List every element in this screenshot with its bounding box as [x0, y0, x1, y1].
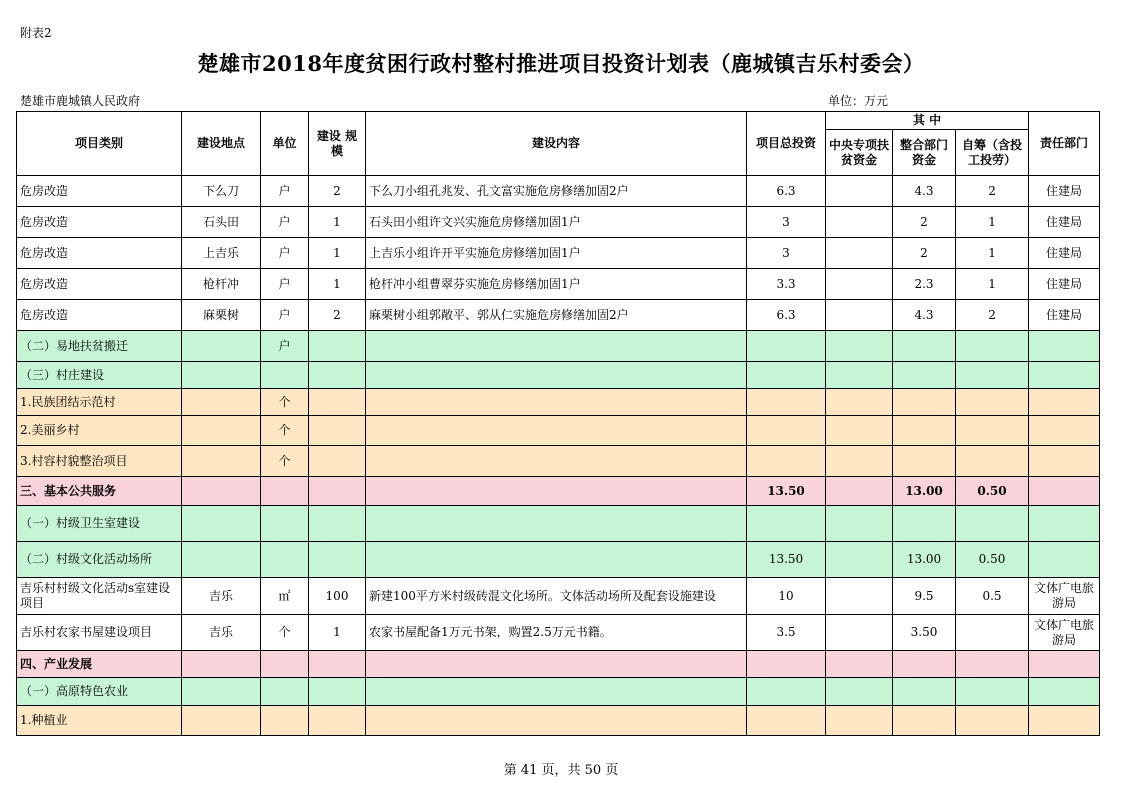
- cell-central: [826, 506, 893, 542]
- cell-category: 1.民族团结示范村: [17, 389, 182, 416]
- cell-integrated: [893, 389, 956, 416]
- cell-central: [826, 651, 893, 678]
- cell-category: （一）高原特色农业: [17, 678, 182, 706]
- cell-central: [826, 615, 893, 651]
- table-row: [17, 176, 1100, 207]
- cell-category: （一）村级卫生室建设: [17, 506, 182, 542]
- cell-integrated: 4.3: [893, 176, 956, 207]
- cell-central: [826, 477, 893, 506]
- table-row: [17, 416, 1100, 446]
- cell-unit: ㎡: [261, 578, 309, 615]
- cell-scale: 2: [309, 176, 366, 207]
- cell-unit: 户: [261, 269, 309, 300]
- cell-self: [956, 678, 1029, 706]
- cell-total: [747, 446, 826, 477]
- cell-category: 2.美丽乡村: [17, 416, 182, 446]
- cell-location: [182, 706, 261, 736]
- cell-unit: 个: [261, 416, 309, 446]
- cell-total: 6.3: [747, 300, 826, 331]
- cell-total: 10: [747, 578, 826, 615]
- cell-self: 1: [956, 238, 1029, 269]
- header-unit: 单位: [261, 112, 309, 176]
- cell-dept: [1029, 542, 1100, 578]
- investment-plan-table: [16, 111, 1100, 736]
- cell-integrated: [893, 446, 956, 477]
- cell-location: [182, 542, 261, 578]
- cell-location: [182, 331, 261, 362]
- cell-category: 危房改造: [17, 300, 182, 331]
- cell-integrated: [893, 362, 956, 389]
- page-footer: 第 41 页，共 50 页: [503, 763, 619, 778]
- cell-scale: [309, 416, 366, 446]
- cell-category: （三）村庄建设: [17, 362, 182, 389]
- cell-unit: [261, 542, 309, 578]
- cell-total: 3.3: [747, 269, 826, 300]
- cell-unit: [261, 362, 309, 389]
- cell-scale: [309, 651, 366, 678]
- cell-central: [826, 207, 893, 238]
- cell-central: [826, 269, 893, 300]
- cell-scale: [309, 477, 366, 506]
- cell-content: 新建100平方米村级砖混文化场所。文体活动场所及配套设施建设: [366, 578, 747, 615]
- header-self: 自筹（含投工投劳）: [956, 130, 1029, 176]
- cell-dept: [1029, 477, 1100, 506]
- cell-location: 下么刀: [182, 176, 261, 207]
- cell-central: [826, 446, 893, 477]
- cell-central: [826, 176, 893, 207]
- cell-content: [366, 651, 747, 678]
- table-row: [17, 578, 1100, 615]
- cell-content: [366, 362, 747, 389]
- cell-dept: [1029, 362, 1100, 389]
- table-row: [17, 389, 1100, 416]
- header-dept: 责任部门: [1029, 112, 1100, 176]
- cell-content: [366, 706, 747, 736]
- cell-integrated: 13.00: [893, 477, 956, 506]
- cell-dept: [1029, 651, 1100, 678]
- cell-unit: 户: [261, 300, 309, 331]
- table-row: [17, 362, 1100, 389]
- header-location: 建设地点: [182, 112, 261, 176]
- annex-label: 附表2: [20, 26, 52, 40]
- cell-dept: 住建局: [1029, 269, 1100, 300]
- cell-dept: 文体广电旅游局: [1029, 578, 1100, 615]
- cell-content: [366, 542, 747, 578]
- table-row: [17, 331, 1100, 362]
- cell-content: 麻栗树小组郭敞平、郭从仁实施危房修缮加固2户: [366, 300, 747, 331]
- cell-self: [956, 651, 1029, 678]
- cell-unit: 户: [261, 176, 309, 207]
- cell-content: [366, 389, 747, 416]
- cell-scale: [309, 678, 366, 706]
- table-row: [17, 207, 1100, 238]
- cell-location: [182, 678, 261, 706]
- cell-integrated: 2: [893, 207, 956, 238]
- cell-location: 吉乐: [182, 578, 261, 615]
- cell-dept: [1029, 446, 1100, 477]
- cell-category: 危房改造: [17, 269, 182, 300]
- cell-dept: 住建局: [1029, 238, 1100, 269]
- cell-content: [366, 506, 747, 542]
- cell-central: [826, 542, 893, 578]
- cell-category: 三、基本公共服务: [17, 477, 182, 506]
- cell-location: [182, 362, 261, 389]
- cell-self: 1: [956, 269, 1029, 300]
- cell-dept: 住建局: [1029, 207, 1100, 238]
- cell-integrated: 9.5: [893, 578, 956, 615]
- cell-central: [826, 706, 893, 736]
- page-title: 楚雄市2018年度贫困行政村整村推进项目投资计划表（鹿城镇吉乐村委会）: [197, 51, 925, 76]
- cell-central: [826, 238, 893, 269]
- cell-integrated: [893, 331, 956, 362]
- cell-content: 上吉乐小组许开平实施危房修缮加固1户: [366, 238, 747, 269]
- cell-scale: 2: [309, 300, 366, 331]
- header-content: 建设内容: [366, 112, 747, 176]
- cell-central: [826, 300, 893, 331]
- cell-unit: 户: [261, 238, 309, 269]
- cell-unit: 个: [261, 446, 309, 477]
- table-row: [17, 269, 1100, 300]
- header-scale: 建设 规模: [309, 112, 366, 176]
- cell-total: [747, 331, 826, 362]
- cell-content: 下么刀小组孔兆发、孔文富实施危房修缮加固2户: [366, 176, 747, 207]
- cell-location: 麻栗树: [182, 300, 261, 331]
- cell-dept: [1029, 706, 1100, 736]
- cell-unit: [261, 678, 309, 706]
- cell-location: [182, 416, 261, 446]
- cell-total: [747, 706, 826, 736]
- cell-content: 石头田小组许文兴实施危房修缮加固1户: [366, 207, 747, 238]
- table-row: [17, 300, 1100, 331]
- cell-total: [747, 362, 826, 389]
- cell-scale: [309, 542, 366, 578]
- cell-central: [826, 678, 893, 706]
- cell-self: 0.50: [956, 542, 1029, 578]
- cell-location: [182, 651, 261, 678]
- cell-self: [956, 615, 1029, 651]
- cell-location: [182, 446, 261, 477]
- cell-self: [956, 446, 1029, 477]
- table-row: [17, 615, 1100, 651]
- table-row: [17, 446, 1100, 477]
- cell-self: [956, 362, 1029, 389]
- unit-label: 单位：万元: [828, 94, 889, 108]
- cell-unit: [261, 477, 309, 506]
- cell-total: 6.3: [747, 176, 826, 207]
- table-row: [17, 238, 1100, 269]
- cell-total: [747, 416, 826, 446]
- cell-category: 危房改造: [17, 176, 182, 207]
- cell-integrated: 4.3: [893, 300, 956, 331]
- table-row: [17, 678, 1100, 706]
- cell-content: [366, 446, 747, 477]
- cell-category: 吉乐村农家书屋建设项目: [17, 615, 182, 651]
- cell-self: [956, 389, 1029, 416]
- cell-dept: [1029, 678, 1100, 706]
- cell-total: [747, 678, 826, 706]
- cell-unit: 个: [261, 615, 309, 651]
- cell-integrated: [893, 506, 956, 542]
- cell-central: [826, 416, 893, 446]
- cell-integrated: 2.3: [893, 269, 956, 300]
- cell-integrated: 3.50: [893, 615, 956, 651]
- cell-integrated: [893, 651, 956, 678]
- cell-total: 3: [747, 207, 826, 238]
- cell-unit: [261, 706, 309, 736]
- cell-dept: 住建局: [1029, 300, 1100, 331]
- cell-category: 危房改造: [17, 207, 182, 238]
- cell-central: [826, 331, 893, 362]
- cell-location: 上吉乐: [182, 238, 261, 269]
- cell-total: 3: [747, 238, 826, 269]
- cell-location: 石头田: [182, 207, 261, 238]
- cell-self: 1: [956, 207, 1029, 238]
- cell-scale: [309, 446, 366, 477]
- cell-category: 危房改造: [17, 238, 182, 269]
- cell-total: [747, 651, 826, 678]
- cell-unit: 个: [261, 389, 309, 416]
- cell-category: 四、产业发展: [17, 651, 182, 678]
- cell-central: [826, 389, 893, 416]
- cell-self: 2: [956, 300, 1029, 331]
- cell-dept: [1029, 389, 1100, 416]
- cell-total: 3.5: [747, 615, 826, 651]
- cell-scale: [309, 362, 366, 389]
- cell-self: 0.50: [956, 477, 1029, 506]
- cell-dept: [1029, 416, 1100, 446]
- cell-self: [956, 331, 1029, 362]
- cell-content: 农家书屋配备1万元书架，购置2.5万元书籍。: [366, 615, 747, 651]
- cell-self: [956, 706, 1029, 736]
- header-central: 中央专项扶贫资金: [826, 130, 893, 176]
- cell-dept: [1029, 506, 1100, 542]
- cell-self: 2: [956, 176, 1029, 207]
- cell-location: 吉乐: [182, 615, 261, 651]
- organization-name: 楚雄市鹿城镇人民政府: [20, 94, 141, 108]
- cell-scale: [309, 389, 366, 416]
- cell-unit: 户: [261, 331, 309, 362]
- cell-integrated: 2: [893, 238, 956, 269]
- header-among: 其 中: [826, 112, 1029, 130]
- cell-category: 1.种植业: [17, 706, 182, 736]
- cell-dept: 住建局: [1029, 176, 1100, 207]
- cell-central: [826, 578, 893, 615]
- table-row: [17, 477, 1100, 506]
- cell-category: （二）易地扶贫搬迁: [17, 331, 182, 362]
- cell-unit: [261, 506, 309, 542]
- cell-category: 3.村容村貌整治项目: [17, 446, 182, 477]
- cell-scale: 1: [309, 207, 366, 238]
- table-row: [17, 506, 1100, 542]
- cell-location: [182, 506, 261, 542]
- cell-total: 13.50: [747, 542, 826, 578]
- header-total: 项目总投资: [747, 112, 826, 176]
- cell-integrated: 13.00: [893, 542, 956, 578]
- cell-scale: [309, 331, 366, 362]
- cell-unit: 户: [261, 207, 309, 238]
- cell-self: [956, 506, 1029, 542]
- cell-scale: [309, 506, 366, 542]
- header-integrated: 整合部门资金: [893, 130, 956, 176]
- cell-content: [366, 416, 747, 446]
- cell-content: [366, 678, 747, 706]
- cell-scale: 100: [309, 578, 366, 615]
- cell-total: [747, 506, 826, 542]
- cell-self: [956, 416, 1029, 446]
- cell-total: [747, 389, 826, 416]
- cell-scale: 1: [309, 238, 366, 269]
- cell-dept: 文体广电旅游局: [1029, 615, 1100, 651]
- table-row: [17, 542, 1100, 578]
- cell-location: [182, 389, 261, 416]
- cell-dept: [1029, 331, 1100, 362]
- cell-unit: [261, 651, 309, 678]
- table-row: [17, 706, 1100, 736]
- cell-central: [826, 362, 893, 389]
- cell-content: [366, 331, 747, 362]
- cell-location: 枪杆冲: [182, 269, 261, 300]
- cell-integrated: [893, 678, 956, 706]
- cell-integrated: [893, 706, 956, 736]
- cell-category: （二）村级文化活动场所: [17, 542, 182, 578]
- cell-category: 吉乐村村级文化活动s室建设项目: [17, 578, 182, 615]
- cell-scale: 1: [309, 269, 366, 300]
- table-row: [17, 651, 1100, 678]
- cell-content: [366, 477, 747, 506]
- cell-content: 枪杆冲小组曹翠芬实施危房修缮加固1户: [366, 269, 747, 300]
- cell-scale: [309, 706, 366, 736]
- cell-self: 0.5: [956, 578, 1029, 615]
- cell-integrated: [893, 416, 956, 446]
- cell-scale: 1: [309, 615, 366, 651]
- header-category: 项目类别: [17, 112, 182, 176]
- cell-location: [182, 477, 261, 506]
- cell-total: 13.50: [747, 477, 826, 506]
